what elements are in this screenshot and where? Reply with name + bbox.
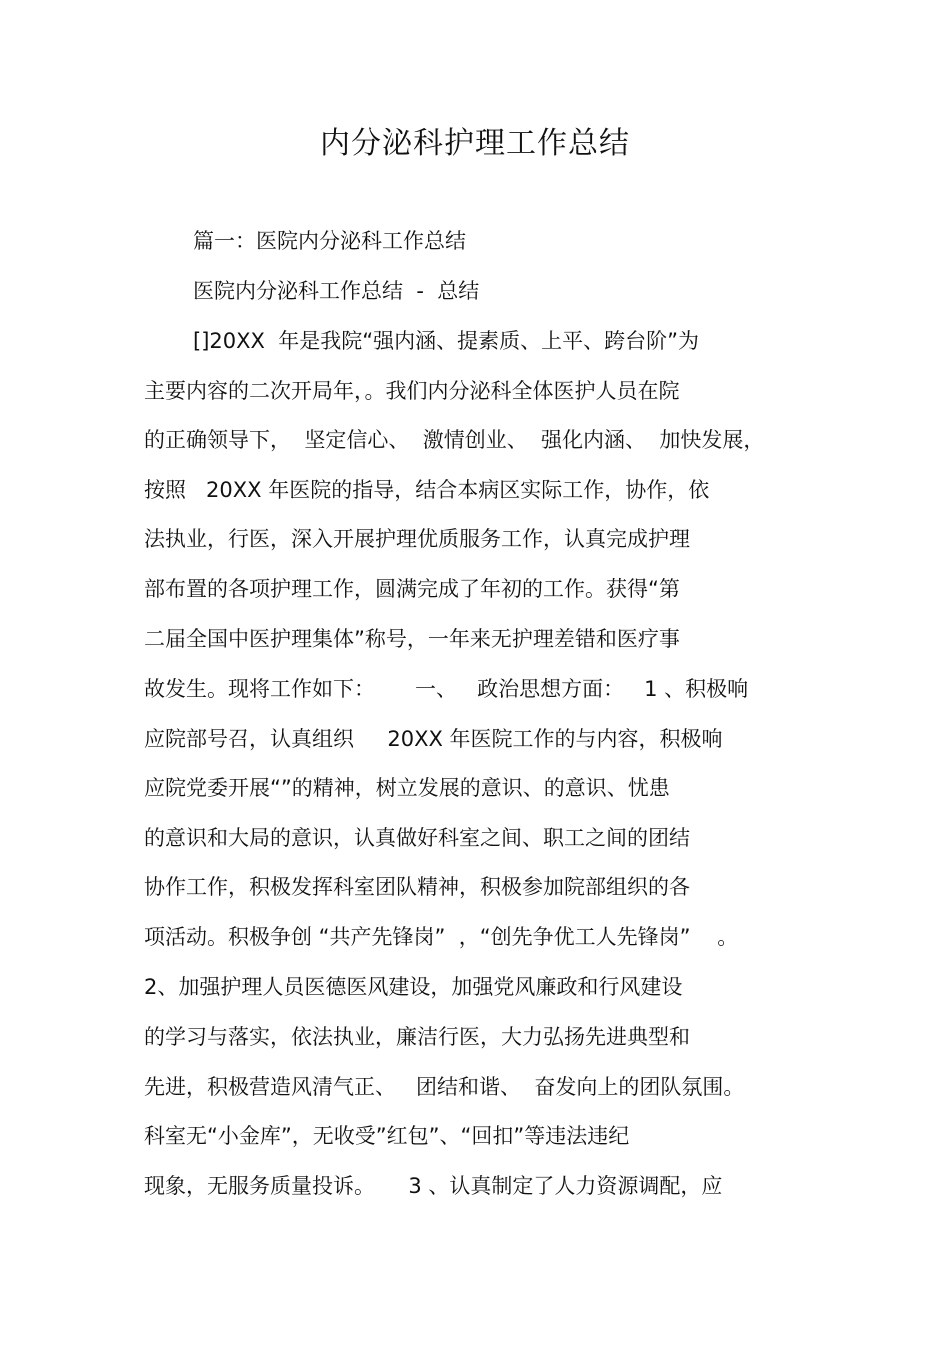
document-title: 内分泌科护理工作总结	[320, 126, 630, 161]
body-line: 先进，积极营造风清气正、 团结和谐、 奋发向上的团队氛围。	[144, 1075, 745, 1099]
body-line: 按照 20XX 年医院的指导，结合本病区实际工作，协作，依	[144, 478, 710, 502]
section-heading: 篇一：医院内分泌科工作总结	[193, 229, 466, 253]
body-line: 主要内容的二次开局年，。我们内分泌科全体医护人员在院	[144, 379, 680, 403]
body-line: []20XX 年是我院“强内涵、提素质、上平、跨台阶”为	[193, 329, 699, 353]
body-line: 法执业，行医，深入开展护理优质服务工作，认真完成护理	[144, 527, 690, 551]
body-line: 故发生。现将工作如下： 一、 政治思想方面： 1 、积极响	[144, 677, 749, 701]
body-line: 应院党委开展“”的精神，树立发展的意识、的意识、忧患	[144, 776, 670, 800]
body-line: 二届全国中医护理集体”称号，一年来无护理差错和医疗事	[144, 627, 680, 651]
body-line: 部布置的各项护理工作，圆满完成了年初的工作。获得“第	[144, 577, 680, 601]
body-line: 项活动。积极争创 “共产先锋岗” ，“创先争优工人先锋岗” 。	[144, 925, 739, 949]
section-subheading: 医院内分泌科工作总结 - 总结	[193, 279, 480, 303]
body-line: 2、加强护理人员医德医风建设，加强党风廉政和行风建设	[144, 975, 683, 999]
body-line: 的学习与落实，依法执业，廉洁行医，大力弘扬先进典型和	[144, 1025, 690, 1049]
body-line: 科室无“小金库”，无收受”红包”、“回扣”等违法违纪	[144, 1124, 630, 1148]
body-line: 现象，无服务质量投诉。 3 、认真制定了人力资源调配，应	[144, 1174, 723, 1198]
body-line: 协作工作，积极发挥科室团队精神，积极参加院部组织的各	[144, 875, 690, 899]
body-line: 应院部号召，认真组织 20XX 年医院工作的与内容，积极响	[144, 727, 723, 751]
body-line: 的意识和大局的意识，认真做好科室之间、职工之间的团结	[144, 826, 690, 850]
body-line: 的正确领导下， 坚定信心、 激情创业、 强化内涵、 加快发展，	[144, 428, 765, 452]
